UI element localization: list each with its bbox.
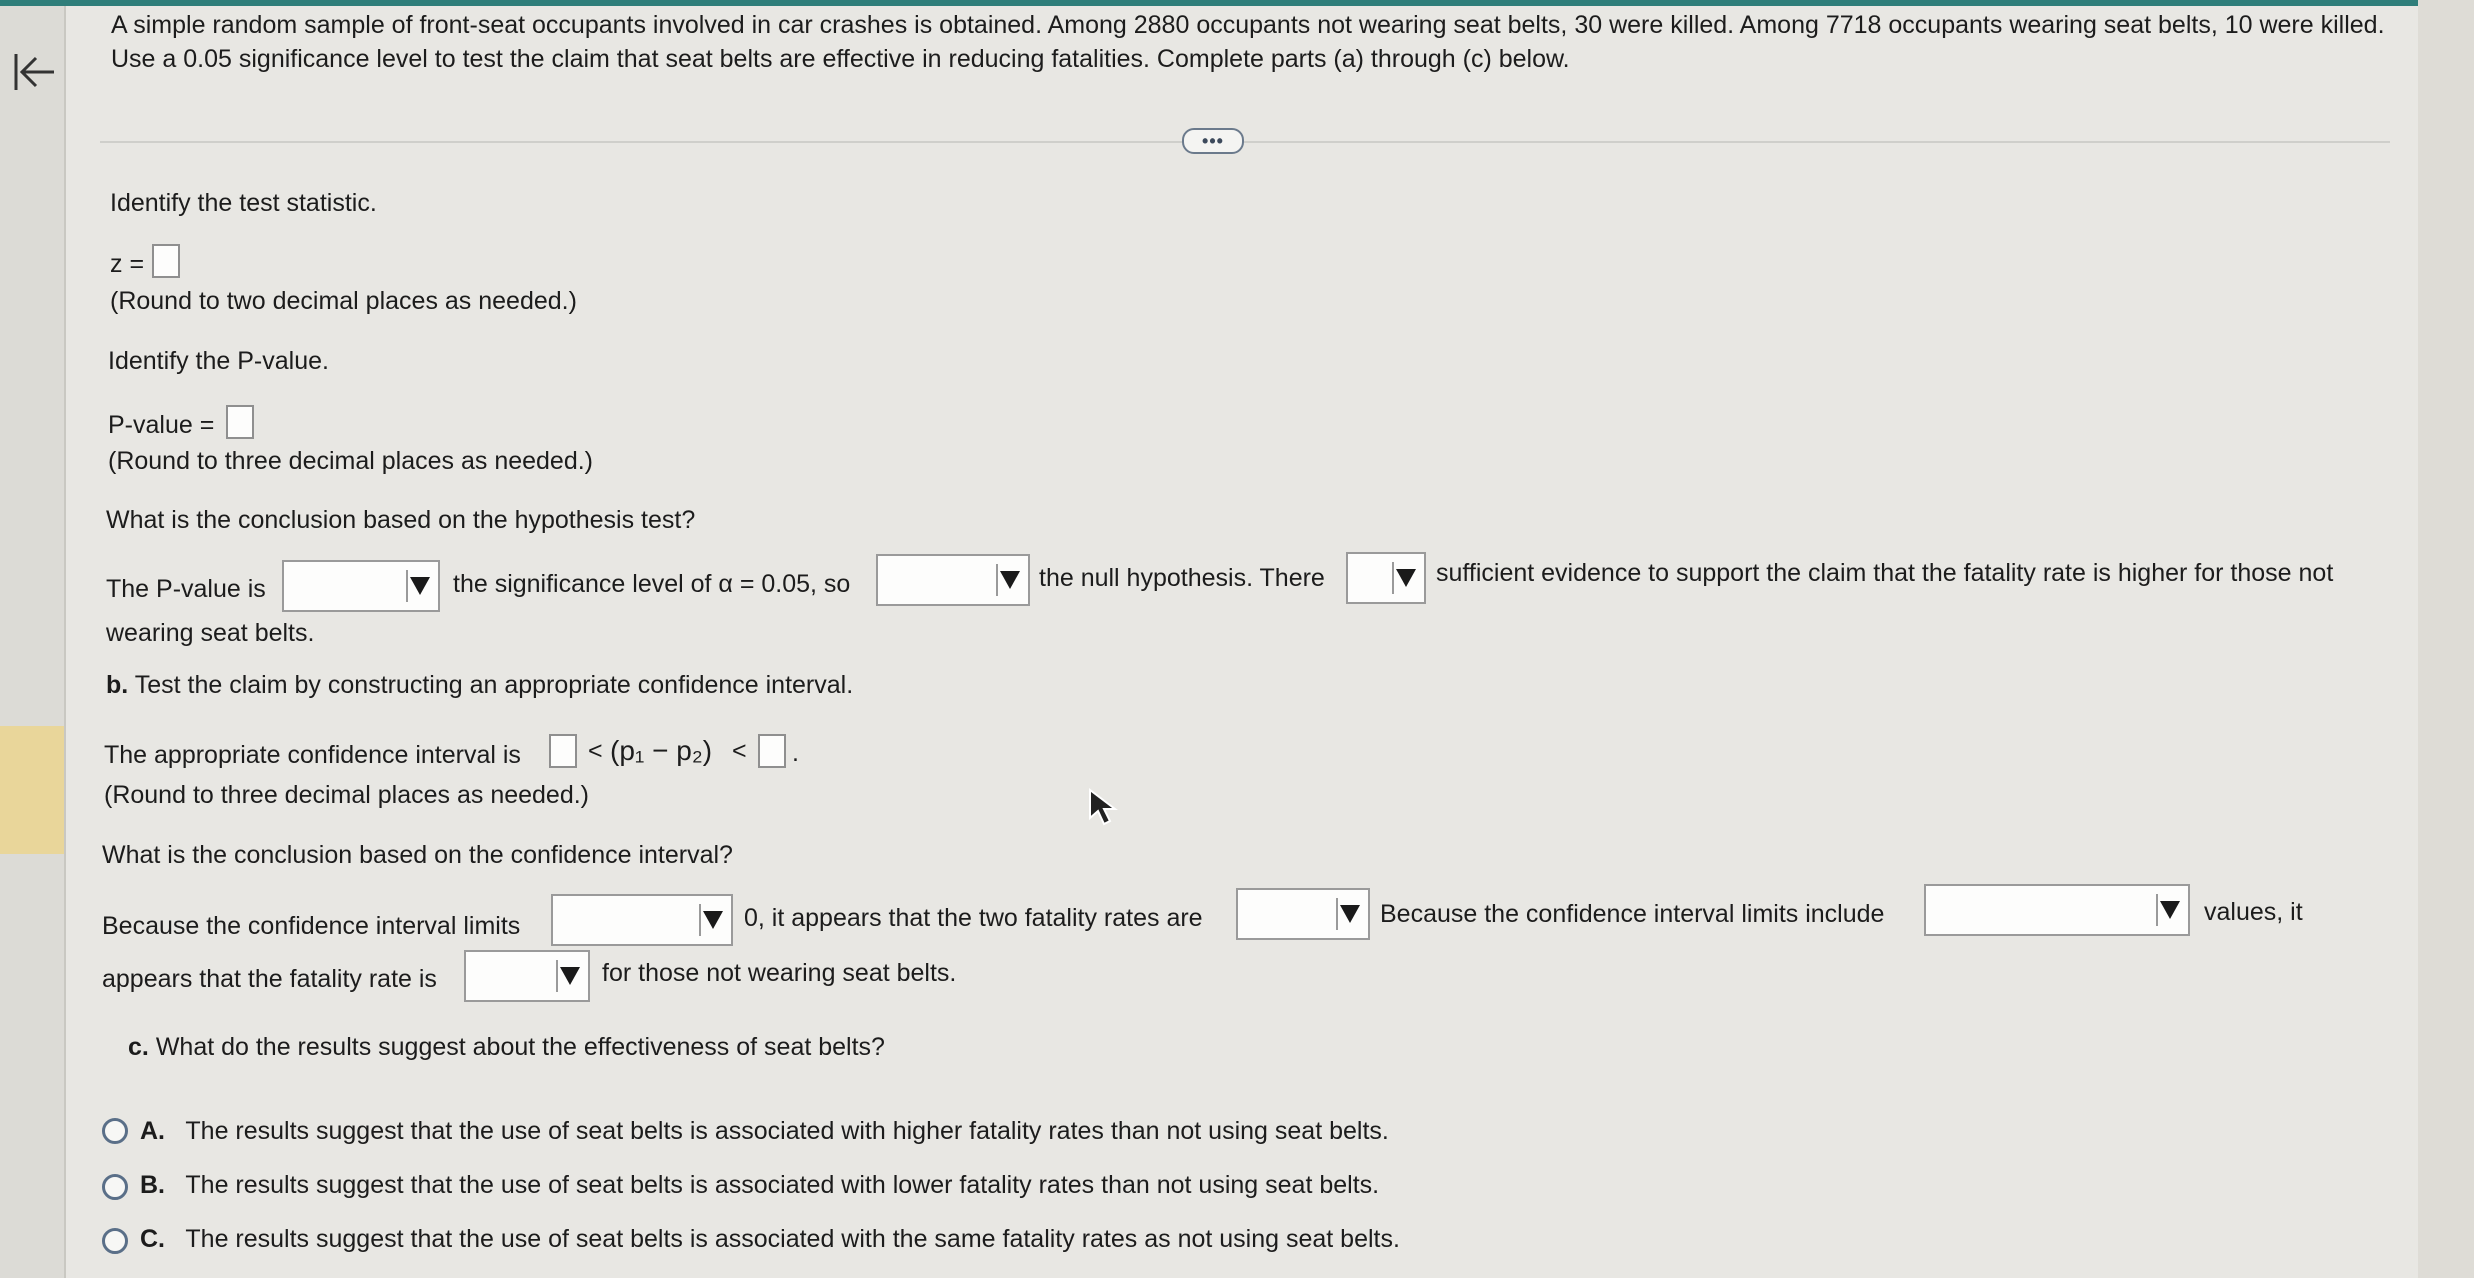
hypothesis-conclusion-question: What is the conclusion based on the hypothesis test? (106, 506, 696, 534)
problem-statement: A simple random sample of front-seat occupants involved in car crashes is obtained. Among 2880 occupants not wearing seat belts, 30 were killed. Among 7718 occupants wearing seat belts, 10 were killed. Use a 0.05 significance level to test the claim that seat belts are effective in reducing fatalities. Complete parts (a) through (c) below. (111, 11, 2385, 73)
p-value-sentence-start: The P-value is (106, 575, 266, 603)
ci-limits-dropdown[interactable] (551, 894, 733, 946)
evidence-dropdown[interactable] (1346, 552, 1426, 604)
left-sidebar (0, 6, 66, 1278)
ci-lt-1: < (588, 737, 603, 765)
option-b-radio[interactable] (102, 1174, 128, 1200)
values-it-text: values, it (2204, 898, 2303, 926)
fatality-rate-is-text: appears that the fatality rate is (102, 965, 437, 993)
back-arrow-icon[interactable] (8, 46, 60, 98)
option-a[interactable]: A. The results suggest that the use of seat belts is associated with higher fatality rates than not using seat belts. (140, 1117, 1389, 1145)
ci-lt-2: < (732, 737, 747, 765)
sidebar-accent (0, 726, 64, 854)
ci-include-text: Because the confidence interval limits include (1380, 900, 1885, 928)
question-panel (66, 6, 2416, 1278)
ci-lower-input[interactable] (549, 734, 577, 768)
p-value-round-note: (Round to three decimal places as needed.) (108, 447, 594, 475)
option-b[interactable]: B. The results suggest that the use of seat belts is associated with lower fatality rates than not using seat belts. (140, 1171, 1380, 1199)
fatality-rates-text: 0, it appears that the two fatality rates are (744, 904, 1203, 932)
divider (100, 141, 2390, 143)
p-value-comparison-dropdown[interactable] (282, 560, 440, 612)
ci-period: . (792, 739, 799, 767)
identify-p-value: Identify the P-value. (108, 347, 329, 375)
evidence-claim-text-end: wearing seat belts. (106, 619, 315, 647)
ci-conclusion-question: What is the conclusion based on the confidence interval? (102, 841, 733, 869)
null-hypothesis-text: the null hypothesis. There (1039, 564, 1325, 592)
right-edge (2418, 0, 2474, 1278)
ci-expression: (p₁ − p₂) (610, 735, 713, 766)
ci-upper-input[interactable] (758, 734, 786, 768)
z-round-note: (Round to two decimal places as needed.) (110, 287, 577, 315)
ci-values-dropdown[interactable] (1924, 884, 2190, 936)
z-label: z = (110, 250, 145, 278)
significance-level-text: the significance level of α = 0.05, so (453, 570, 851, 598)
p-value-input[interactable] (226, 405, 254, 439)
part-c-prompt: c. What do the results suggest about the effectiveness of seat belts? (128, 1033, 885, 1061)
p-value-label: P-value = (108, 411, 215, 439)
option-c-radio[interactable] (102, 1228, 128, 1254)
mouse-cursor-icon (1088, 788, 1122, 828)
part-b-prompt: b. Test the claim by constructing an appropriate confidence interval. (106, 671, 854, 699)
z-input[interactable] (152, 244, 180, 278)
ci-round-note: (Round to three decimal places as needed.) (104, 781, 590, 809)
not-wearing-text: for those not wearing seat belts. (602, 959, 957, 987)
option-a-radio[interactable] (102, 1118, 128, 1144)
ci-limits-text: Because the confidence interval limits (102, 912, 521, 940)
identify-test-statistic: Identify the test statistic. (110, 189, 377, 217)
more-button[interactable]: ••• (1182, 128, 1244, 154)
null-hypothesis-decision-dropdown[interactable] (876, 554, 1030, 606)
option-c[interactable]: C. The results suggest that the use of seat belts is associated with the same fatality rates as not using seat belts. (140, 1225, 1400, 1253)
evidence-claim-text: sufficient evidence to support the claim that the fatality rate is higher for those not (1436, 559, 2334, 587)
ci-label: The appropriate confidence interval is (104, 741, 521, 769)
fatality-rates-dropdown[interactable] (1236, 888, 1370, 940)
fatality-rate-dropdown[interactable] (464, 950, 590, 1002)
